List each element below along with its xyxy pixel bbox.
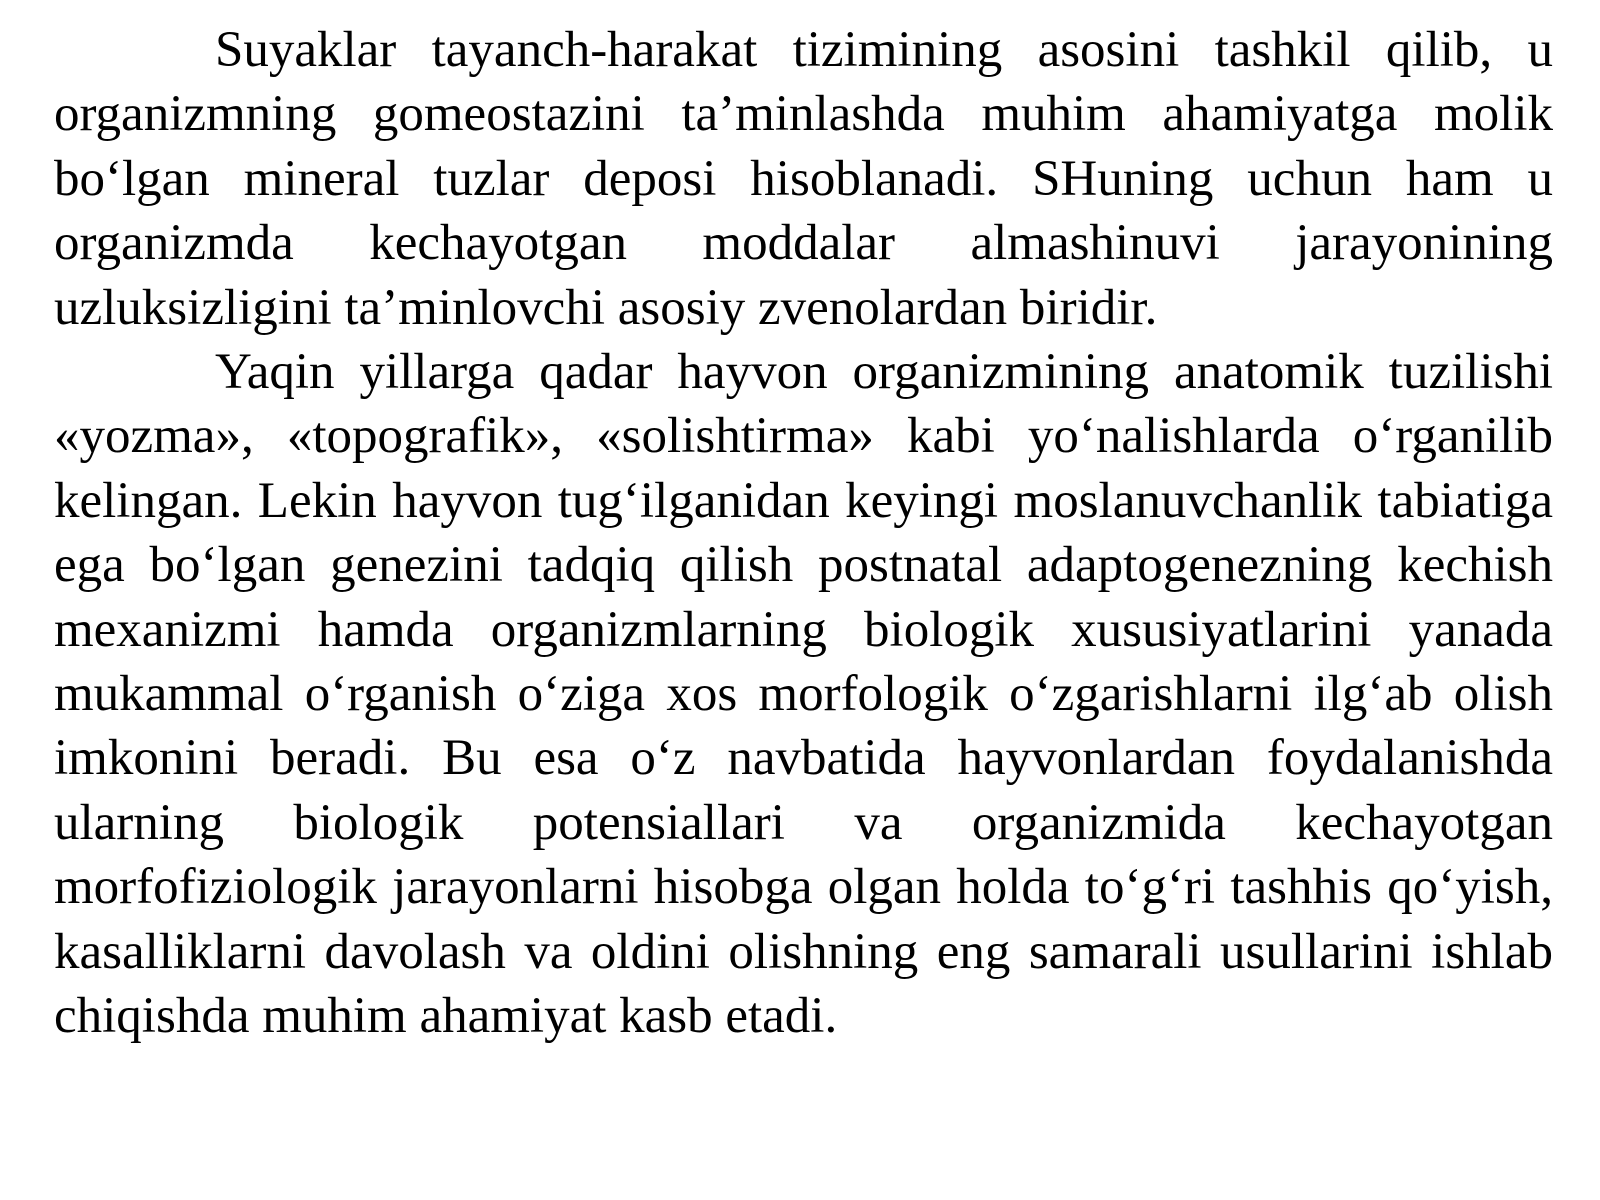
paragraph-bones-mineral-depot: Suyaklar tayanch-harakat tizimining asosini tashkil qilib, u organizmning gomeostazini ta’minlashda muhim ahamiyatga molik bo‘lgan mineral tuzlar deposi hisoblanadi. SHuning uchun ham u organizmda kechayotgan moddalar almashinuvi jarayonining uzluksizligini ta’minlovchi asosiy zvenolardan biridir. [54,22,1553,336]
paragraph-anatomy-study: Yaqin yillarga qadar hayvon organizmining anatomik tuzilishi «yozma», «topografik», «solishtirma» kabi yo‘nalishlarda o‘rganilib kelingan. Lekin hayvon tug‘ilganidan keyingi moslanuvchanlik tabiatiga ega bo‘lgan genezini tadqiq qilish postnatal adaptogenezning kechish mexanizmi hamda organizmlarning biologik xususiyatlarini yanada mukammal o‘rganish o‘ziga xos morfologik o‘zgarishlarni ilg‘ab olish imkonini beradi. Bu esa o‘z navbatida hayvonlardan foydalanishda ularning biologik potensiallari va organizmida kechayotgan morfofiziologik jarayonlarni hisobga olgan holda to‘g‘ri tashhis qo‘yish, kasalliklarni davolash va oldini olishning eng samarali usullarini ishlab chiqishda muhim ahamiyat kasb etadi. [54,344,1553,1045]
document-page [54,18,1553,1049]
